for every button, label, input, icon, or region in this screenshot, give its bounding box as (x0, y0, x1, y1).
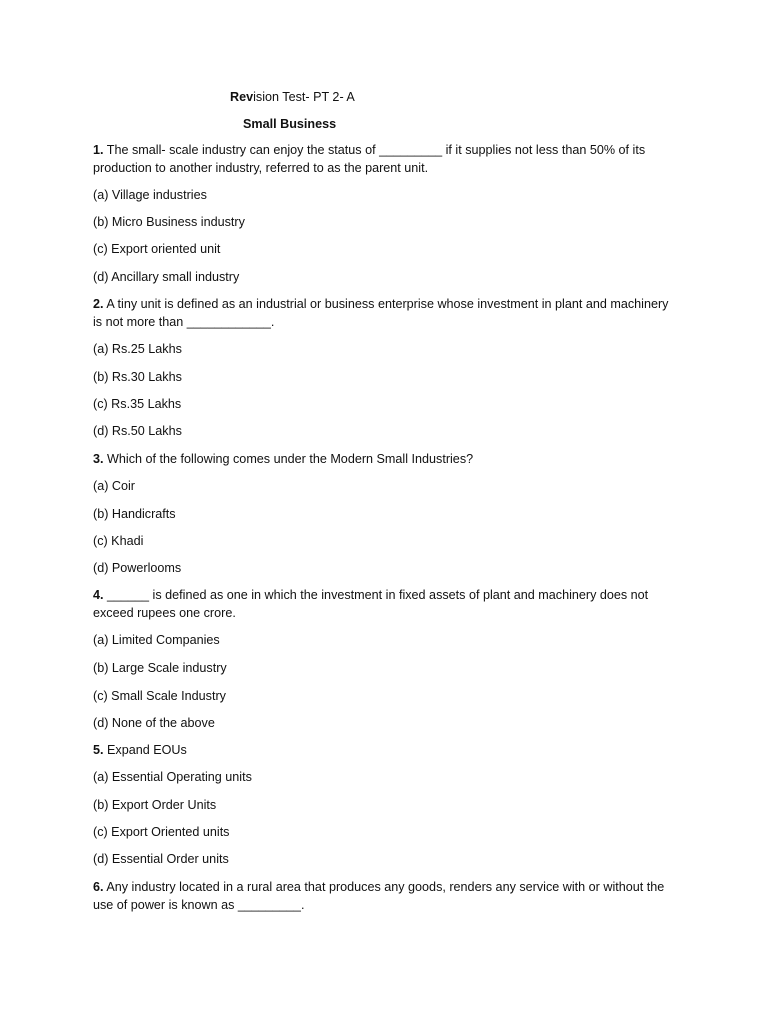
question-number: 1. (93, 143, 104, 157)
question-2-option-b: (b) Rs.30 Lakhs (93, 370, 182, 384)
question-text: The small- scale industry can enjoy the status of _________ if it supplies not less than 50% of its production to another industry, referred to as the parent unit. (93, 143, 646, 175)
question-3 (93, 451, 673, 469)
question-5-option-d: (d) Essential Order units (93, 852, 229, 866)
question-2 (93, 296, 673, 331)
document-subtitle: Small Business (243, 117, 337, 131)
document-title (230, 89, 355, 105)
question-5-option-b: (b) Export Order Units (93, 798, 217, 812)
question-text: Expand EOUs (107, 743, 187, 757)
question-text: A tiny unit is defined as an industrial or business enterprise whose investment in plant and machinery is not more than ____________. (93, 297, 669, 329)
question-number: 6. (93, 880, 104, 894)
question-text: Any industry located in a rural area that produces any goods, renders any service with or without the use of power is known as _________. (93, 880, 665, 912)
question-1-option-c: (c) Export oriented unit (93, 242, 221, 256)
question-text: Which of the following comes under the Modern Small Industries? (107, 452, 474, 466)
question-4 (93, 587, 673, 622)
question-number: 2. (93, 297, 104, 311)
question-text: ______ is defined as one in which the investment in fixed assets of plant and machinery does not exceed rupees one crore. (93, 588, 649, 620)
question-4-option-c: (c) Small Scale Industry (93, 689, 226, 703)
question-5 (93, 742, 673, 760)
question-1 (93, 142, 673, 177)
question-3-option-a: (a) Coir (93, 479, 135, 493)
question-1-option-b: (b) Micro Business industry (93, 215, 245, 229)
question-3-option-c: (c) Khadi (93, 534, 144, 548)
question-1-option-a: (a) Village industries (93, 188, 207, 202)
question-4-option-d: (d) None of the above (93, 716, 215, 730)
question-2-option-d: (d) Rs.50 Lakhs (93, 424, 182, 438)
question-1-option-d: (d) Ancillary small industry (93, 270, 240, 284)
title-bold-part: Rev (230, 90, 254, 104)
question-2-option-c: (c) Rs.35 Lakhs (93, 397, 182, 411)
question-4-option-a: (a) Limited Companies (93, 633, 220, 647)
question-number: 4. (93, 588, 104, 602)
question-3-option-d: (d) Powerlooms (93, 561, 182, 575)
question-4-option-b: (b) Large Scale industry (93, 661, 227, 675)
question-2-option-a: (a) Rs.25 Lakhs (93, 342, 182, 356)
question-6 (93, 879, 673, 914)
title-rest-part: ision Test- PT 2- A (253, 90, 355, 104)
question-3-option-b: (b) Handicrafts (93, 507, 176, 521)
question-number: 3. (93, 452, 104, 466)
question-5-option-c: (c) Export Oriented units (93, 825, 230, 839)
question-5-option-a: (a) Essential Operating units (93, 770, 252, 784)
question-number: 5. (93, 743, 104, 757)
